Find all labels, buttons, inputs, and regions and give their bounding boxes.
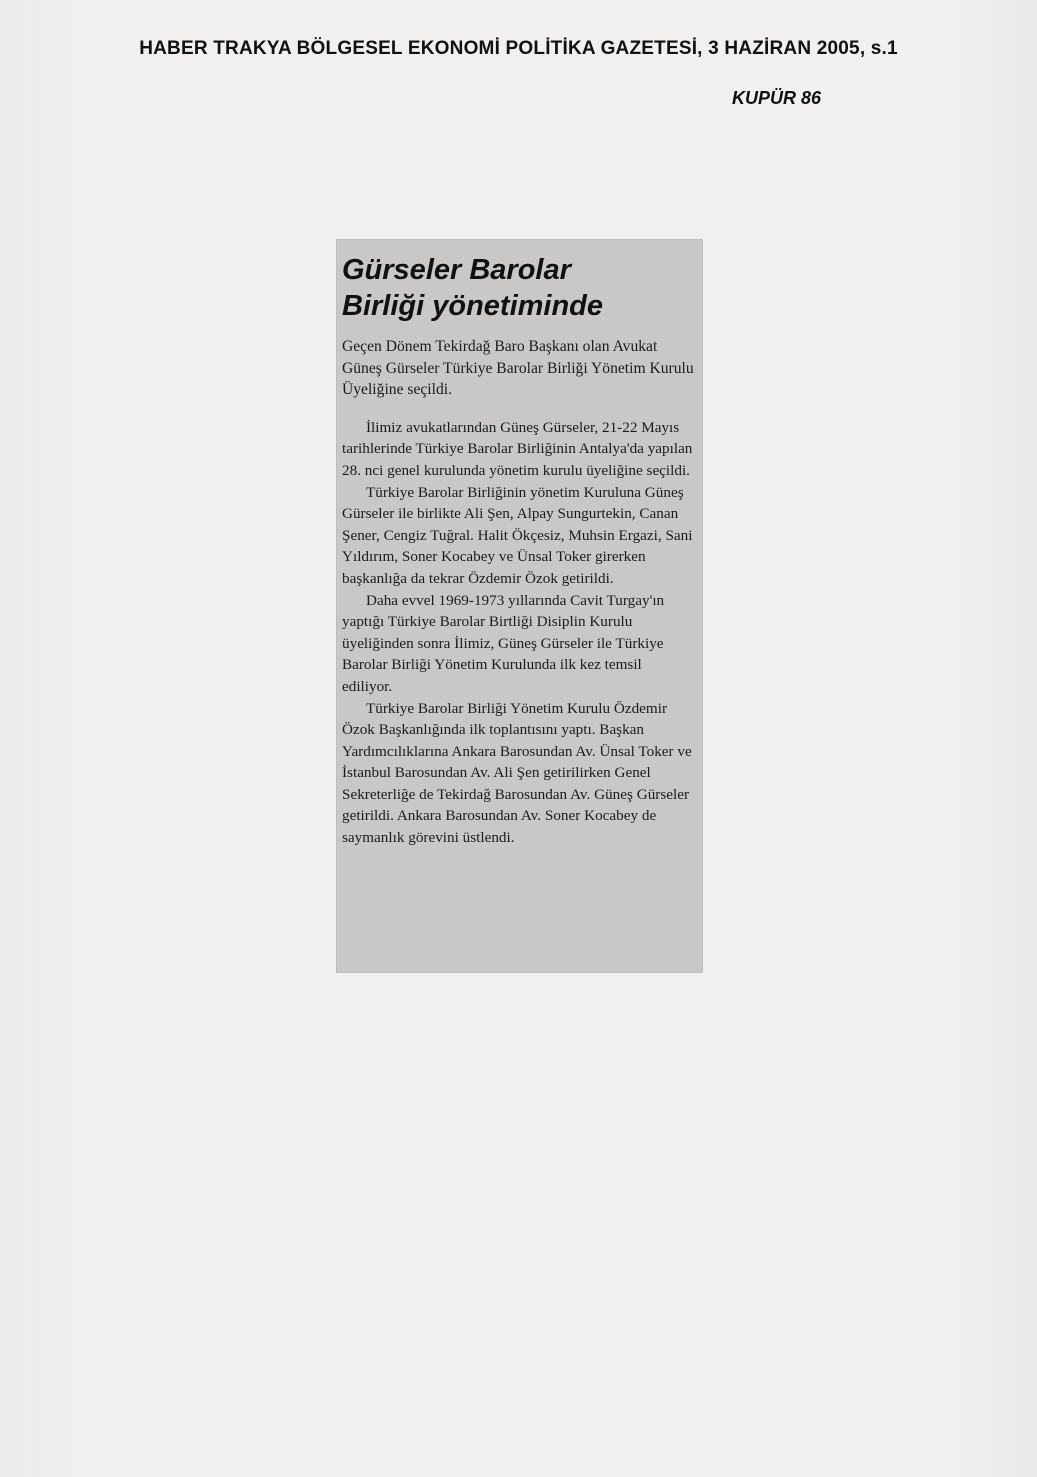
article-lead: Geçen Dönem Tekirdağ Baro Başkanı olan Avukat Güneş Gürseler Türkiye Barolar Birliği Yönetim Kurulu Üyeliğine seçildi. — [342, 338, 694, 399]
headline-line-1: Gürseler Barolar — [342, 254, 571, 286]
article-paragraph: Daha evvel 1969-1973 yıllarında Cavit Turgay'ın yaptığı Türkiye Barolar Birtliği Disiplin Kurulu üyeliğinden sonra İlimiz, Güneş Gürseler ile Türkiye Barolar Birliği Yönetim Kurulunda ilk kez temsil ediliyor. — [342, 591, 665, 695]
article-paragraph: İlimiz avukatlarından Güneş Gürseler, 21-22 Mayıs tarihlerinde Türkiye Barolar Birliğinin Antalya'da yapılan 28. nci genel kurulunda yönetim kurulu üyeliğine seçildi. — [342, 418, 693, 479]
article-paragraph: Türkiye Barolar Birliği Yönetim Kurulu Özdemir Özok Başkanlığında ilk toplantısını yaptı. Başkan Yardımcılıklarına Ankara Barosundan Av. Ünsal Toker ve İstanbul Barosundan Av. Ali Şen getirilirken Genel Sekreterliğe de Tekirdağ Barosundan Av. Güneş Gürseler getirildi. Ankara Barosundan Av. Soner Kocabey de saymanlık görevini üstlendi. — [342, 699, 692, 847]
headline-line-2: Birliği yönetiminde — [342, 290, 604, 322]
clip-number: KUPÜR 86 — [732, 88, 822, 108]
article-paragraph: Türkiye Barolar Birliğinin yönetim Kuruluna Güneş Gürseler ile birlikte Ali Şen, Alpay Sungurtekin, Canan Şener, Cengiz Tuğral. Halit Ökçesiz, Muhsin Ergazi, Sani Yıldırım, Soner Kocabey ve Ünsal Toker girerken başkanlığa da tekrar Özdemir Özok getirildi. — [342, 483, 693, 587]
article-headline — [342, 252, 700, 324]
newspaper-source-header: HABER TRAKYA BÖLGESEL EKONOMİ POLİTİKA GAZETESİ, 3 HAZİRAN 2005, s.1 — [139, 38, 898, 59]
article-body — [342, 336, 694, 849]
